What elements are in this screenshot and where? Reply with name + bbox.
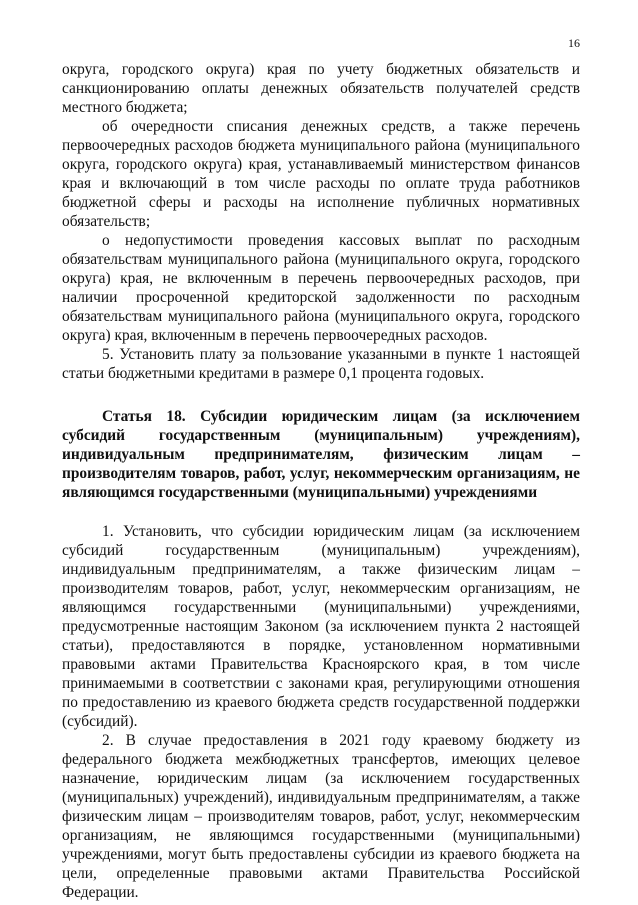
paragraph-article-18-item-1: 1. Установить, что субсидии юридическим лицам (за исключением субсидий государственным (муниципальным) учреждениям), индивидуальным предпринимателям, а также физическим лицам – производителям товаров, работ, услуг, некоммерческим организациям, не являющимся государственными (муниципальными) учреждениями, предусмотренные настоящим Законом (за исключением пункта 2 настоящей статьи), предоставляются в порядке, установленном нормативными правовыми актами Правительства Красноярского края, в том числе принимаемыми в соответствии с законами края, регулирующими отношения по предоставлению из краевого бюджета средств государственной поддержки (субсидий). bbox=[62, 523, 580, 730]
paragraph-article-18-item-2: 2. В случае предоставления в 2021 году краевому бюджету из федерального бюджета межбюджетных трансфертов, имеющих целевое назначение, юридическим лицам (за исключением государственных (муниципальных) учреждений), индивидуальным предпринимателям, а также физическим лицам – производителям товаров, работ, услуг, некоммерческим организациям, не являющимся государственными (муниципальными) учреждениями, могут быть предоставлены субсидии из краевого бюджета на цели, определенные правовыми актами Правительства Российской Федерации. bbox=[62, 732, 580, 901]
paragraph-item-5: 5. Установить плату за пользование указанными в пункте 1 настоящей статьи бюджетными кредитами в размере 0,1 процента годовых. bbox=[62, 346, 580, 382]
paragraph-continuation: округа, городского округа) края по учету бюджетных обязательств и санкционированию оплаты денежных обязательств получателей средств местного бюджета; bbox=[62, 61, 580, 116]
paragraph-cash-payments: о недопустимости проведения кассовых выплат по расходным обязательствам муниципального района (муниципального округа, городского округа) края, не включенным в перечень первоочередных расходов, при наличии просроченной кредиторской задолженности по расходным обязательствам муниципального района (муниципального округа, городского округа) края, включенным в перечень первоочередных расходов. bbox=[62, 232, 580, 344]
page-content bbox=[62, 60, 580, 902]
page-number: 16 bbox=[568, 36, 580, 50]
paragraph-priority-expenses: об очередности списания денежных средств, а также перечень первоочередных расходов бюджета муниципального района (муниципального округа, городского округа) края, устанавливаемый министерством финансов края и включающий в том числе расходы по оплате труда работников бюджетной сферы и расходы на исполнение публичных нормативных обязательств; bbox=[62, 118, 580, 230]
article-18-heading: Статья 18. Субсидии юридическим лицам (за исключением субсидий государственным (муниципальным) учреждениям), индивидуальным предпринимателям, физическим лицам – производителям товаров, работ, услуг, некоммерческим организациям, не являющимся государственными (муниципальными) учреждениями bbox=[62, 408, 580, 501]
